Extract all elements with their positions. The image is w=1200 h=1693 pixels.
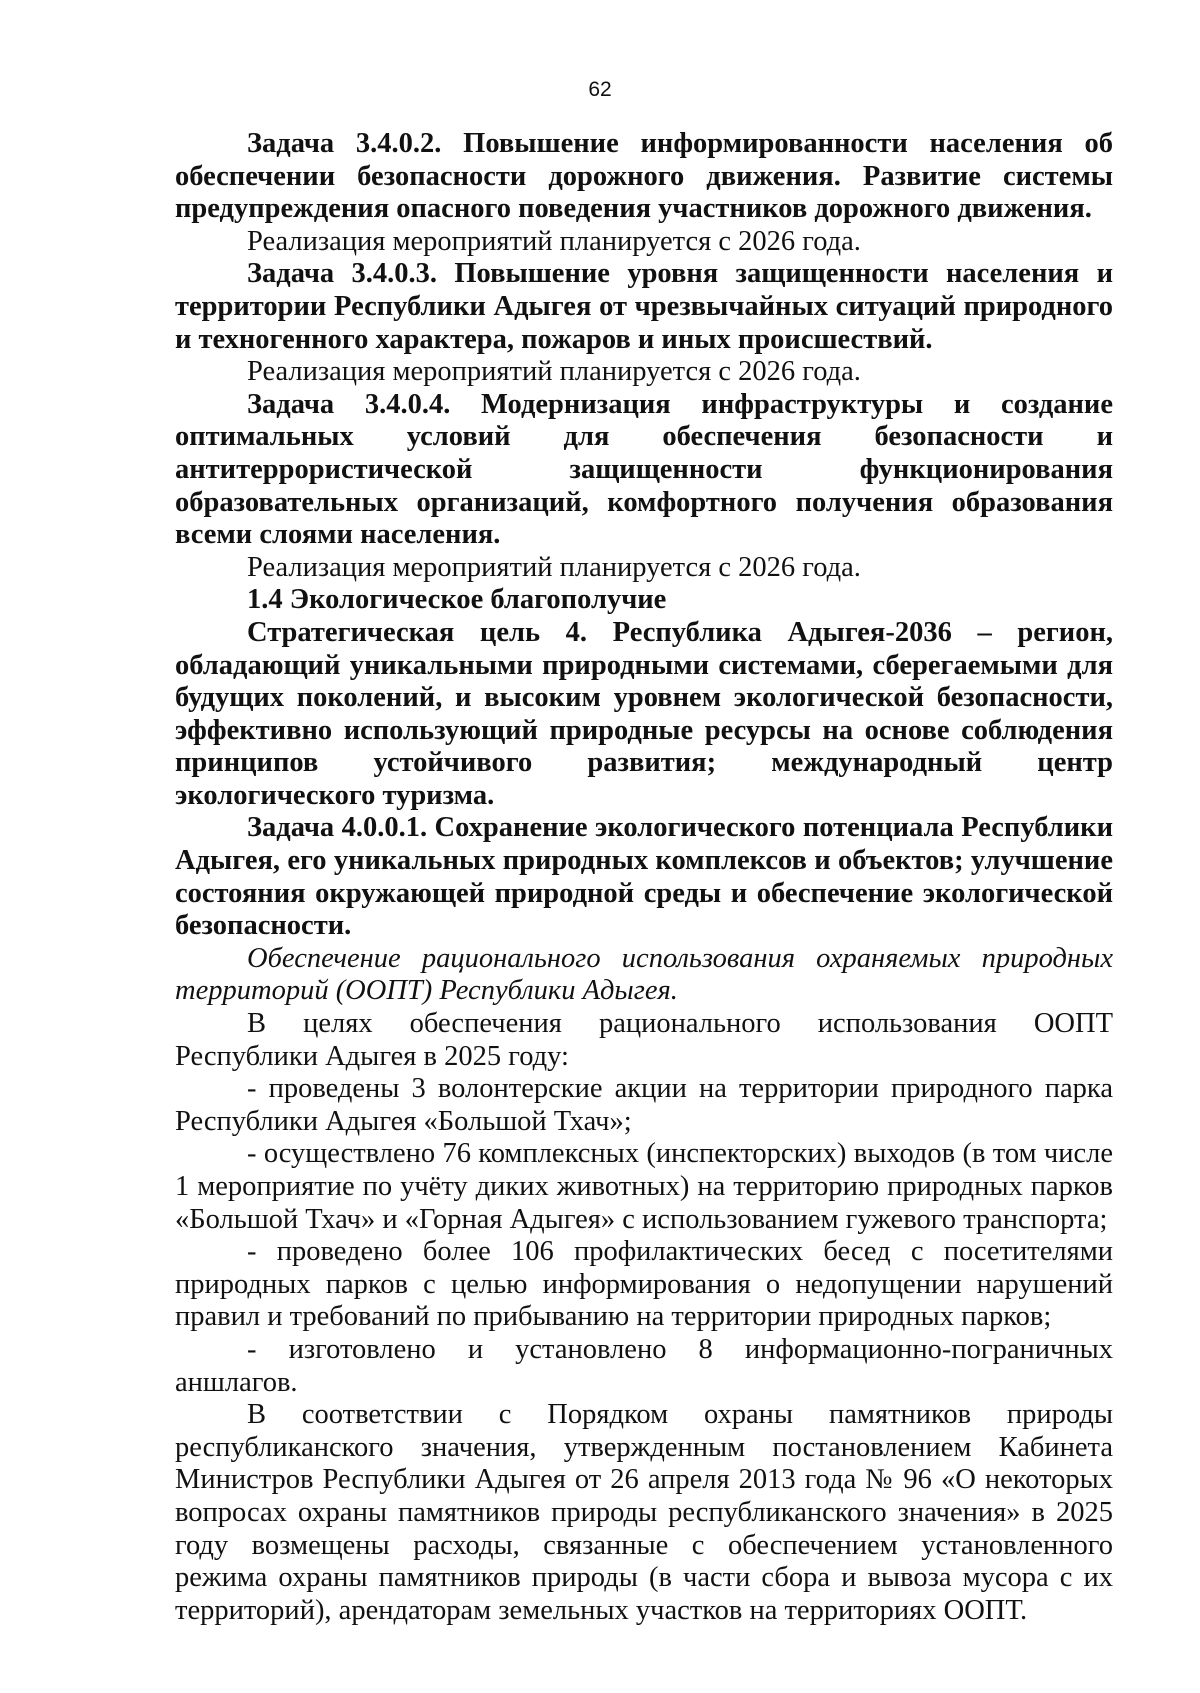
implementation-note-3: Реализация мероприятий планируется с 2026 года.: [247, 551, 861, 583]
page-number: 62: [588, 78, 612, 101]
strategic-goal-4: Стратегическая цель 4. Республика Адыгея-2036 – регион, обладающий уникальными природными системами, сберегаемыми для будущих поколений, и высоким уровнем экологической безопасности, эффективно использующий природные ресурсы на основе соблюдения принципов устойчивого развития; международный центр экологического туризма.: [175, 616, 1113, 811]
oopt-intro: В целях обеспечения рационального использования ООПТ Республики Адыгея в 2025 году:: [175, 1008, 1113, 1072]
list-item-preventive-talks: - проведено более 106 профилактических бесед с посетителями природных парков с целью информирования о недопущении нарушений правил и требований по прибыванию на территории природных парков;: [175, 1236, 1113, 1333]
implementation-note-2: Реализация мероприятий планируется с 2026 года.: [247, 356, 861, 388]
document-body: [175, 128, 1113, 1627]
subsection-oopt: Обеспечение рационального использования охраняемых природных территорий (ООПТ) Республики Адыгея.: [175, 942, 1113, 1007]
list-item-inspections: - осуществлено 76 комплексных (инспекторских) выходов (в том числе 1 мероприятие по учёту диких животных) на территорию природных парков «Большой Тхач» и «Горная Адыгея» с использованием гужевого транспорта;: [175, 1138, 1113, 1235]
task-3-4-0-2-heading: Задача 3.4.0.2. Повышение информированности населения об обеспечении безопасности дорожного движения. Развитие системы предупреждения опасного поведения участников дорожного движения.: [175, 128, 1113, 225]
task-4-0-0-1-heading: Задача 4.0.0.1. Сохранение экологического потенциала Республики Адыгея, его уникальных природных комплексов и объектов; улучшение состояния окружающей природной среды и обеспечение экологической безопасности.: [175, 812, 1113, 942]
section-1-4-heading: 1.4 Экологическое благополучие: [247, 584, 667, 616]
task-3-4-0-3-heading: Задача 3.4.0.3. Повышение уровня защищенности населения и территории Республики Адыгея от чрезвычайных ситуаций природного и техногенного характера, пожаров и иных происшествий.: [175, 258, 1113, 355]
task-3-4-0-4-heading: Задача 3.4.0.4. Модернизация инфраструктуры и создание оптимальных условий для обеспечения безопасности и антитеррористической защищенности функционирования образовательных организаций, комфортного получения образования всеми слоями населения.: [175, 388, 1113, 551]
implementation-note-1: Реализация мероприятий планируется с 2026 года.: [247, 225, 861, 257]
list-item-volunteer-actions: - проведены 3 волонтерские акции на территории природного парка Республики Адыгея «Большой Тхач»;: [175, 1073, 1113, 1137]
list-item-signs: - изготовлено и установлено 8 информационно-пограничных аншлагов.: [175, 1333, 1113, 1398]
paragraph-monuments-protection: В соответствии с Порядком охраны памятников природы республиканского значения, утвержденным постановлением Кабинета Министров Республики Адыгея от 26 апреля 2013 года № 96 «О некоторых вопросах охраны памятников природы республиканского значения» в 2025 году возмещены расходы, связанные с обеспечением установленного режима охраны памятников природы (в части сбора и вывоза мусора с их территорий), арендаторам земельных участков на территориях ООПТ.: [175, 1399, 1113, 1626]
